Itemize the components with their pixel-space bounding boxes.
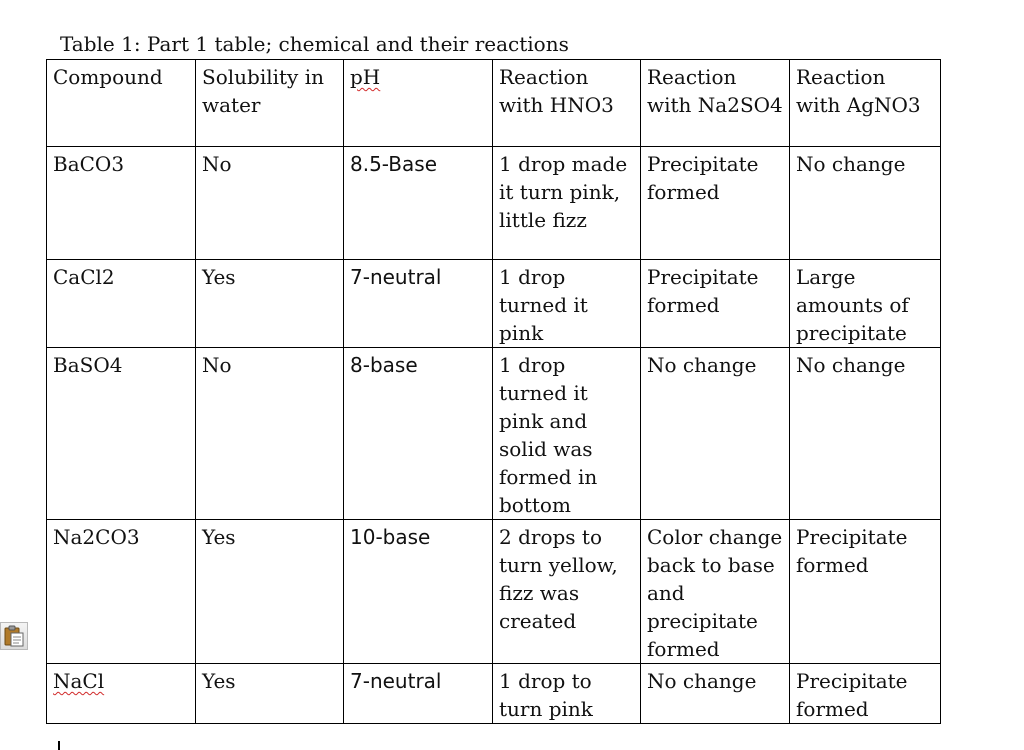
clipboard-icon-graphic — [1, 623, 27, 649]
header-compound: Compound — [47, 60, 196, 147]
cell-agno3: Precipitate formed — [790, 664, 941, 724]
cell-hno3: 1 drop turned it pink — [493, 260, 641, 348]
cell-na2so4: No change — [641, 348, 790, 520]
cell-ph: 8-base — [344, 348, 493, 520]
cell-solubility: Yes — [196, 664, 344, 724]
header-na2so4: Reaction with Na2SO4 — [641, 60, 790, 147]
reactions-table — [46, 59, 941, 724]
clipboard-icon[interactable] — [0, 622, 28, 650]
header-hno3: Reaction with HNO3 — [493, 60, 641, 147]
table-row — [47, 147, 941, 260]
cell-hno3: 1 drop made it turn pink, little fizz — [493, 147, 641, 260]
cell-compound: BaSO4 — [47, 348, 196, 520]
table-row — [47, 664, 941, 724]
cell-agno3: Precipitate formed — [790, 520, 941, 664]
cell-na2so4: Color change back to base and precipitate formed — [641, 520, 790, 664]
header-row — [47, 60, 941, 147]
cell-ph: 7-neutral — [344, 664, 493, 724]
cell-na2so4: No change — [641, 664, 790, 724]
cell-na2so4: Precipitate formed — [641, 260, 790, 348]
cell-agno3: No change — [790, 147, 941, 260]
table-row — [47, 520, 941, 664]
header-ph — [344, 60, 493, 147]
cell-compound: CaCl2 — [47, 260, 196, 348]
cell-solubility: Yes — [196, 520, 344, 664]
cell-solubility: No — [196, 348, 344, 520]
cell-solubility: Yes — [196, 260, 344, 348]
cell-compound — [47, 664, 196, 724]
cell-compound-text: NaCl — [53, 669, 105, 693]
cell-ph: 10-base — [344, 520, 493, 664]
cell-agno3: No change — [790, 348, 941, 520]
cell-ph: 7-neutral — [344, 260, 493, 348]
cell-compound: Na2CO3 — [47, 520, 196, 664]
cell-hno3: 2 drops to turn yellow, fizz was created — [493, 520, 641, 664]
text-cursor — [58, 741, 60, 750]
cell-hno3: 1 drop to turn pink — [493, 664, 641, 724]
cell-agno3: Large amounts of precipitate — [790, 260, 941, 348]
header-solubility: Solubility in water — [196, 60, 344, 147]
table-row — [47, 260, 941, 348]
cell-ph: 8.5-Base — [344, 147, 493, 260]
cell-na2so4: Precipitate formed — [641, 147, 790, 260]
cell-solubility: No — [196, 147, 344, 260]
cell-compound: BaCO3 — [47, 147, 196, 260]
table-row — [47, 348, 941, 520]
cell-hno3: 1 drop turned it pink and solid was formed in bottom — [493, 348, 641, 520]
table-caption: Table 1: Part 1 table; chemical and their reactions — [60, 32, 569, 56]
header-ph-text: pH — [350, 65, 381, 89]
header-agno3: Reaction with AgNO3 — [790, 60, 941, 147]
